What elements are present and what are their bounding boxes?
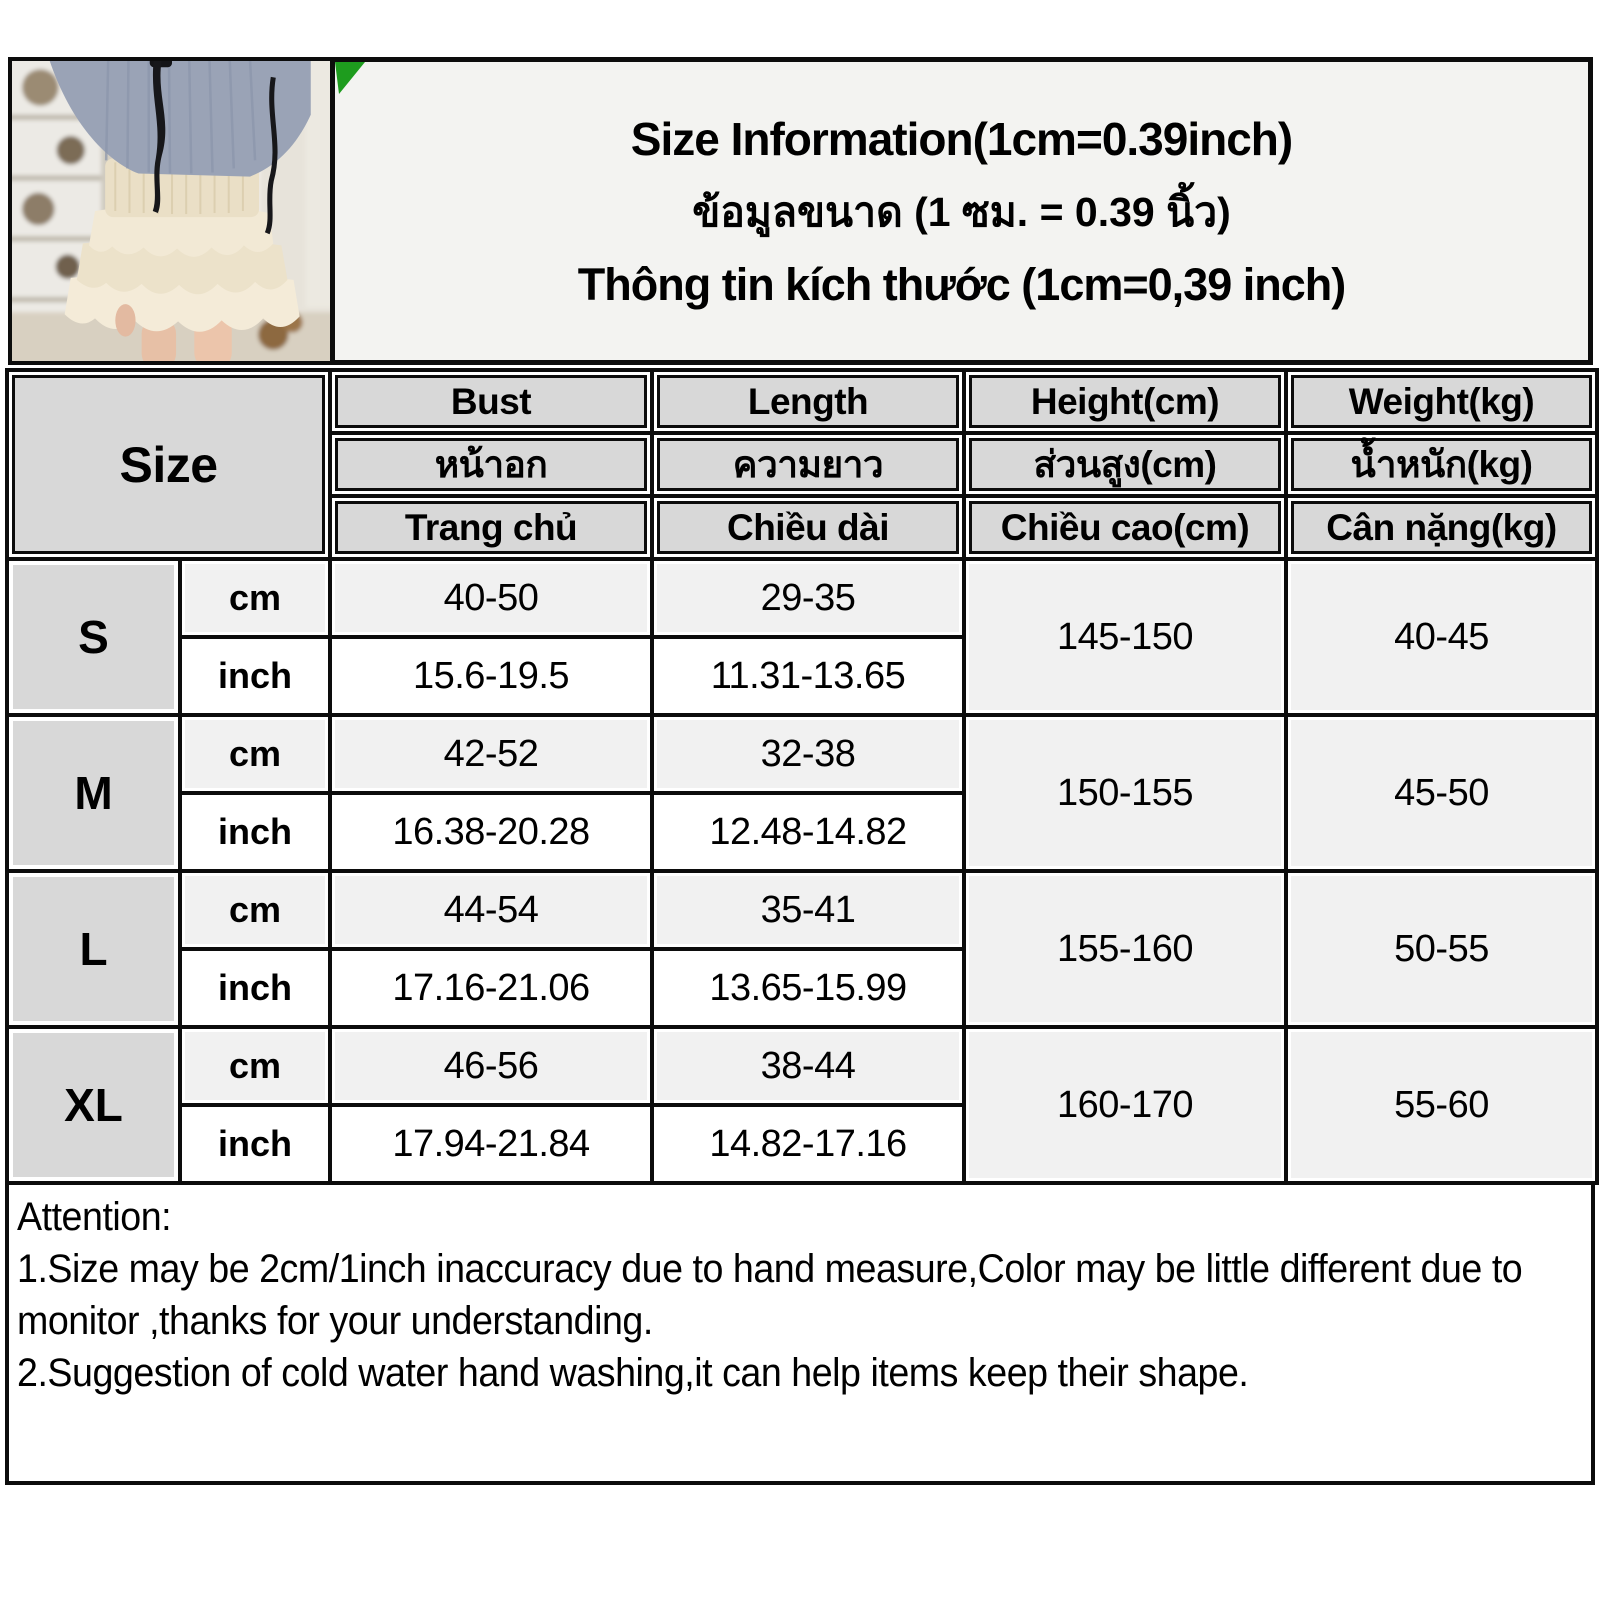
top-row	[8, 57, 1593, 365]
size-label-s: S	[7, 559, 180, 715]
attention-line-2: monitor ,thanks for your understanding.	[17, 1299, 653, 1343]
cell-m-bust-inch: 16.38-20.28	[330, 793, 652, 871]
unit-xl-cm: cm	[180, 1027, 330, 1105]
cell-l-length-inch: 13.65-15.99	[652, 949, 964, 1027]
col-header-length-th: ความยาว	[652, 433, 964, 496]
size-header-label: Size	[12, 375, 325, 554]
cell-m-length-inch: 12.48-14.82	[652, 793, 964, 871]
cell-s-bust-inch: 15.6-19.5	[330, 637, 652, 715]
cell-s-weight: 40-45	[1286, 559, 1597, 715]
cell-s-length-inch: 11.31-13.65	[652, 637, 964, 715]
col-header-bust-vi: Trang chủ	[330, 496, 652, 559]
cell-s-height: 145-150	[964, 559, 1286, 715]
unit-s-inch: inch	[180, 637, 330, 715]
attention-line-1: 1.Size may be 2cm/1inch inaccuracy due to hand measure,Color may be little different due to	[17, 1247, 1523, 1291]
product-photo-illustration	[12, 61, 330, 361]
attention-text	[17, 1191, 1595, 1399]
size-label-m: M	[7, 715, 180, 871]
product-photo	[8, 57, 330, 365]
col-header-weight-en: Weight(kg)	[1286, 370, 1597, 433]
title-box	[330, 57, 1593, 365]
attention-heading: Attention:	[17, 1195, 172, 1239]
green-corner-icon	[335, 62, 369, 96]
col-header-length-en: Length	[652, 370, 964, 433]
size-table	[5, 368, 1599, 1185]
cell-xl-bust-cm: 46-56	[330, 1027, 652, 1105]
cell-l-bust-inch: 17.16-21.06	[330, 949, 652, 1027]
col-header-bust-en: Bust	[330, 370, 652, 433]
cell-m-bust-cm: 42-52	[330, 715, 652, 793]
page-title-vietnamese: Thông tin kích thước (1cm=0,39 inch)	[577, 258, 1346, 310]
cell-l-bust-cm: 44-54	[330, 871, 652, 949]
col-header-height-th: ส่วนสูง(cm)	[964, 433, 1286, 496]
col-header-bust-th: หน้าอก	[330, 433, 652, 496]
col-header-height-en: Height(cm)	[964, 370, 1286, 433]
size-label-xl: XL	[7, 1027, 180, 1183]
cell-m-weight: 45-50	[1286, 715, 1597, 871]
col-header-weight-vi: Cân nặng(kg)	[1286, 496, 1597, 559]
page-title: Size Information(1cm=0.39inch)	[630, 112, 1293, 165]
cell-xl-length-inch: 14.82-17.16	[652, 1105, 964, 1183]
unit-m-inch: inch	[180, 793, 330, 871]
unit-s-cm: cm	[180, 559, 330, 637]
unit-m-cm: cm	[180, 715, 330, 793]
cell-l-height: 155-160	[964, 871, 1286, 1027]
cell-xl-bust-inch: 17.94-21.84	[330, 1105, 652, 1183]
cell-m-length-cm: 32-38	[652, 715, 964, 793]
attention-note	[5, 1185, 1595, 1485]
lower-section	[5, 368, 1595, 1485]
cell-xl-height: 160-170	[964, 1027, 1286, 1183]
page-title-thai: ข้อมูลขนาด (1 ซม. = 0.39 นิ้ว)	[692, 188, 1231, 235]
size-label-l: L	[7, 871, 180, 1027]
cell-xl-weight: 55-60	[1286, 1027, 1597, 1183]
unit-xl-inch: inch	[180, 1105, 330, 1183]
size-header-cell	[7, 370, 330, 559]
cell-s-length-cm: 29-35	[652, 559, 964, 637]
col-header-length-vi: Chiều dài	[652, 496, 964, 559]
cell-l-length-cm: 35-41	[652, 871, 964, 949]
col-header-weight-th: น้ำหนัก(kg)	[1286, 433, 1597, 496]
cell-xl-length-cm: 38-44	[652, 1027, 964, 1105]
cell-m-height: 150-155	[964, 715, 1286, 871]
attention-line-3: 2.Suggestion of cold water hand washing,it can help items keep their shape.	[17, 1351, 1249, 1395]
cell-l-weight: 50-55	[1286, 871, 1597, 1027]
unit-l-cm: cm	[180, 871, 330, 949]
col-header-height-vi: Chiều cao(cm)	[964, 496, 1286, 559]
unit-l-inch: inch	[180, 949, 330, 1027]
cell-s-bust-cm: 40-50	[330, 559, 652, 637]
